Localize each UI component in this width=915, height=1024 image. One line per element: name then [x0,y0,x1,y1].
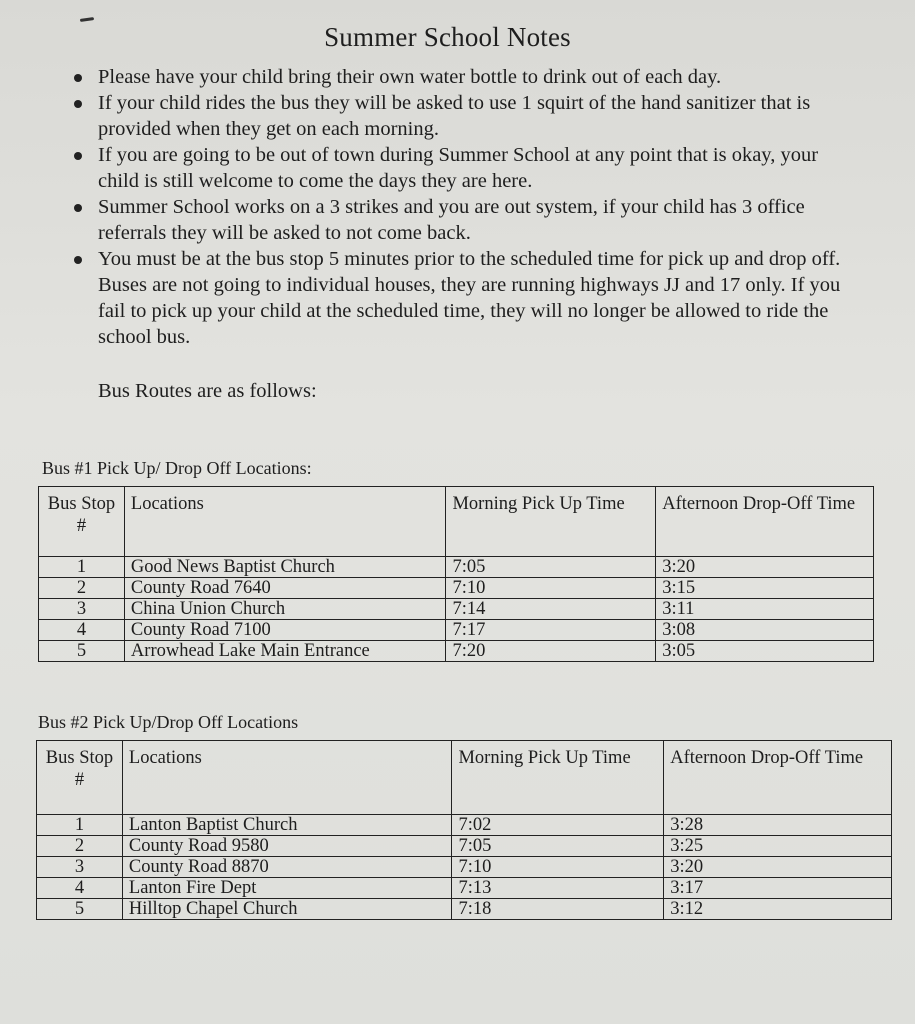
note-item: You must be at the bus stop 5 minutes prior to the scheduled time for pick up and drop off. Buses are not going to individual houses, they are running highways JJ and 17 only. If you fail to pick up your child at the scheduled time, they will no longer be allowed to ride the school bus. [70,246,860,350]
cell-morning: 7:17 [446,620,656,641]
cell-morning: 7:10 [452,857,664,878]
cell-location: County Road 7100 [124,620,446,641]
cell-afternoon: 3:12 [664,899,892,920]
bus1-heading: Bus #1 Pick Up/ Drop Off Locations: [42,458,312,478]
cell-location: Arrowhead Lake Main Entrance [124,641,446,662]
bullet-icon [74,74,82,82]
cell-stop: 1 [37,815,123,836]
cell-location: County Road 8870 [122,857,452,878]
cell-morning: 7:10 [446,578,656,599]
bullet-icon [74,256,82,264]
header-bus-stop: Bus Stop # [37,741,123,815]
header-locations: Locations [122,741,452,815]
cell-afternoon: 3:08 [656,620,874,641]
table-row [37,878,892,899]
table-header-row [37,741,892,815]
cell-stop: 5 [37,899,123,920]
table-row [37,836,892,857]
note-item: If you are going to be out of town during Summer School at any point that is okay, your child is still welcome to come the days they are here. [70,142,860,194]
cell-stop: 2 [39,578,125,599]
cell-stop: 3 [39,599,125,620]
cell-afternoon: 3:11 [656,599,874,620]
cell-stop: 4 [37,878,123,899]
cell-stop: 4 [39,620,125,641]
cell-afternoon: 3:05 [656,641,874,662]
bus2-table [36,740,892,920]
table-row [39,557,874,578]
notes-list [70,64,860,350]
cell-location: County Road 9580 [122,836,452,857]
table-row [37,815,892,836]
bullet-icon [74,152,82,160]
cell-location: Lanton Baptist Church [122,815,452,836]
cell-afternoon: 3:25 [664,836,892,857]
cell-afternoon: 3:28 [664,815,892,836]
header-morning: Morning Pick Up Time [446,487,656,557]
cell-afternoon: 3:17 [664,878,892,899]
bullet-icon [74,100,82,108]
cell-stop: 3 [37,857,123,878]
table-row [37,899,892,920]
note-item: Summer School works on a 3 strikes and you are out system, if your child has 3 office referrals they will be asked to not come back. [70,194,860,246]
cell-stop: 1 [39,557,125,578]
bus1-table [38,486,874,662]
note-item: Please have your child bring their own water bottle to drink out of each day. [70,64,860,90]
cell-morning: 7:05 [452,836,664,857]
table-header-row [39,487,874,557]
cell-location: China Union Church [124,599,446,620]
cell-stop: 5 [39,641,125,662]
header-afternoon: Afternoon Drop-Off Time [664,741,892,815]
page-title: Summer School Notes [324,22,571,52]
cell-location: Lanton Fire Dept [122,878,452,899]
header-afternoon: Afternoon Drop-Off Time [656,487,874,557]
cell-afternoon: 3:15 [656,578,874,599]
header-bus-stop: Bus Stop # [39,487,125,557]
cell-morning: 7:18 [452,899,664,920]
cell-morning: 7:14 [446,599,656,620]
cell-morning: 7:02 [452,815,664,836]
cell-morning: 7:20 [446,641,656,662]
cell-location: Hilltop Chapel Church [122,899,452,920]
bus2-heading: Bus #2 Pick Up/Drop Off Locations [38,712,299,732]
header-morning: Morning Pick Up Time [452,741,664,815]
cell-afternoon: 3:20 [656,557,874,578]
table-row [39,578,874,599]
table-row [39,620,874,641]
cell-location: County Road 7640 [124,578,446,599]
cell-afternoon: 3:20 [664,857,892,878]
cell-stop: 2 [37,836,123,857]
cell-location: Good News Baptist Church [124,557,446,578]
bullet-icon [74,204,82,212]
table-row [37,857,892,878]
note-item: If your child rides the bus they will be asked to use 1 squirt of the hand sanitizer that is provided when they get on each morning. [70,90,860,142]
table-row [39,599,874,620]
header-locations: Locations [124,487,446,557]
cell-morning: 7:13 [452,878,664,899]
cell-morning: 7:05 [446,557,656,578]
table-row [39,641,874,662]
routes-intro: Bus Routes are as follows: [98,380,317,402]
